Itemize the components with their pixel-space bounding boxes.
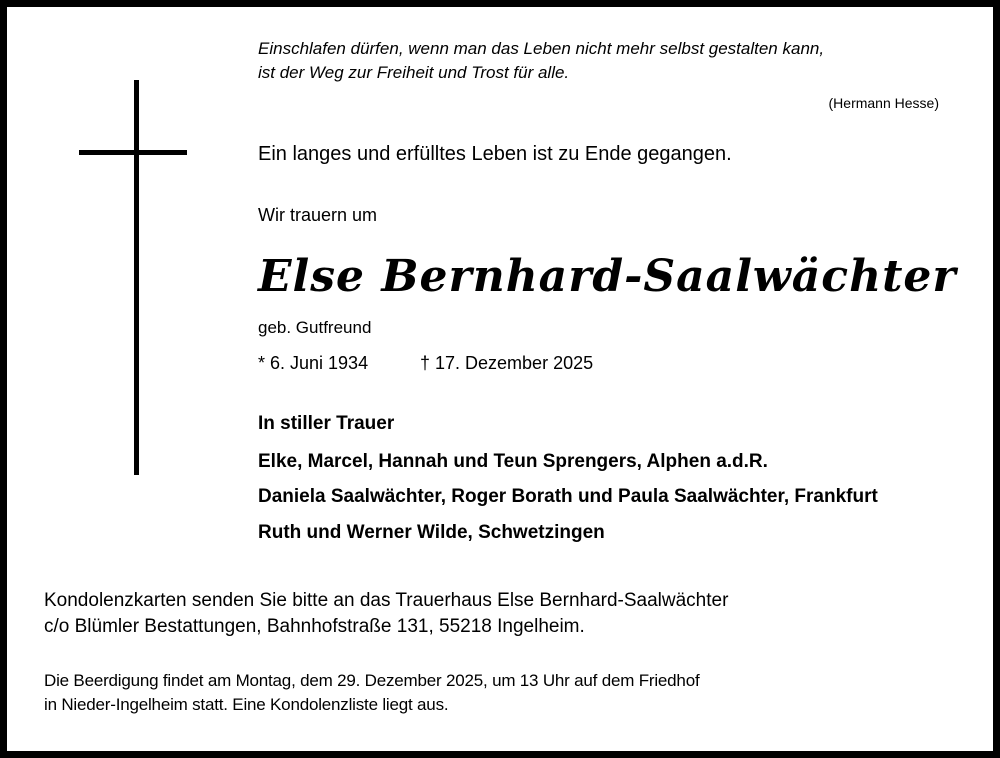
quote-author: (Hermann Hesse) [828, 95, 939, 111]
funeral-line-1: Die Beerdigung findet am Montag, dem 29. Dezember 2025, um 13 Uhr auf dem Friedhof [44, 671, 700, 690]
funeral-line-2: in Nieder-Ingelheim statt. Eine Kondolenzliste liegt aus. [44, 695, 449, 714]
condolence-line-2: c/o Blümler Bestattungen, Bahnhofstraße 131, 55218 Ingelheim. [44, 616, 585, 637]
quote-line-2: ist der Weg zur Freiheit und Trost für alle. [258, 63, 570, 82]
birth-date: * 6. Juni 1934 [258, 353, 369, 373]
quote-line-1: Einschlafen dürfen, wenn man das Leben nicht mehr selbst gestalten kann, [258, 39, 825, 58]
signature-line: Ruth und Werner Wilde, Schwetzingen [258, 522, 605, 543]
cross-icon-bar [79, 150, 187, 155]
death-date: † 17. Dezember 2025 [420, 353, 594, 373]
birth-name: geb. Gutfreund [258, 318, 372, 337]
signature-line: Daniela Saalwächter, Roger Borath und Paula Saalwächter, Frankfurt [258, 486, 878, 507]
cross-icon [134, 80, 139, 475]
intro-text: Ein langes und erfülltes Leben ist zu Ende gegangen. [258, 143, 732, 165]
deceased-name: Else Bernhard-Saalwächter [258, 251, 957, 302]
condolence-line-1: Kondolenzkarten senden Sie bitte an das Trauerhaus Else Bernhard-Saalwächter [44, 590, 729, 611]
signature-heading: In stiller Trauer [258, 413, 395, 434]
signature-line: Elke, Marcel, Hannah und Teun Sprengers, Alphen a.d.R. [258, 451, 768, 472]
mourn-line: Wir trauern um [258, 205, 378, 225]
